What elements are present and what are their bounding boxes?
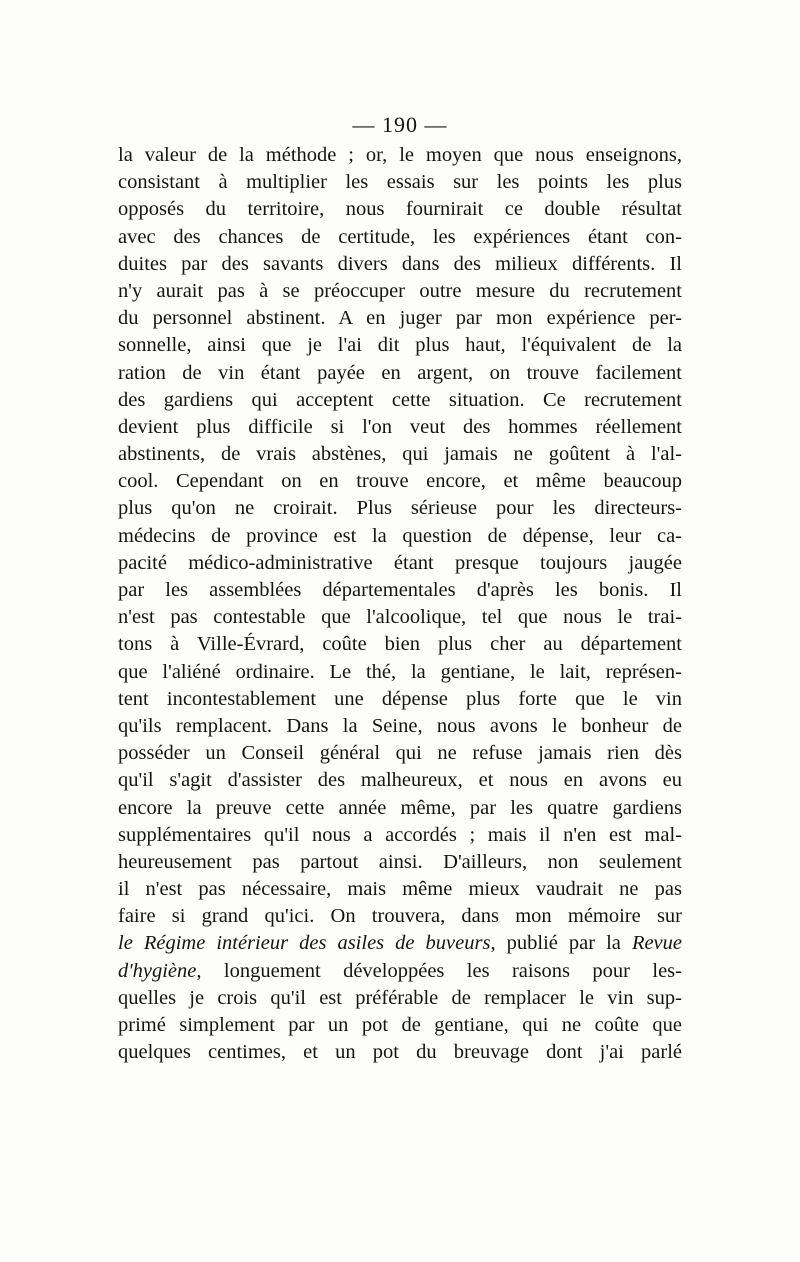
text-line: faire si grand qu'ici. On trouvera, dans mon mémoire sur [118,905,682,928]
text-line: qu'ils remplacent. Dans la Seine, nous avons le bonheur de [118,714,682,737]
text-line: plus qu'on ne croirait. Plus sérieuse pour les directeurs- [118,497,682,520]
text-line: supplémentaires qu'il nous a accordés ; mais il n'en est mal- [118,823,682,846]
text-line: duites par des savants divers dans des milieux différents. Il [118,252,682,275]
text-run: , publié par la [490,932,632,955]
text-run: , longuement développées les raisons pour les- [196,959,682,982]
text-line: opposés du territoire, nous fournirait ce double résultat [118,198,682,221]
text-line: par les assemblées départementales d'après les bonis. Il [118,579,682,601]
text-line: médecins de province est la question de dépense, leur ca- [118,524,682,547]
journal-title: Revue [631,932,683,955]
text-line: tent incontestablement une dépense plus forte que le vin [118,687,682,710]
text-line: quelques centimes, et un pot du breuvage dont j'ai parlé [118,1041,682,1064]
text-line: consistant à multiplier les essais sur les points les plus [118,171,682,194]
text-line: ration de vin étant payée en argent, on trouve facilement [118,361,682,384]
page-number: — 190 — [352,112,448,137]
text-line: il n'est pas nécessaire, mais même mieux vaudrait ne pas [118,878,682,901]
text-line: quelles je crois qu'il est préférable de remplacer le vin sup- [118,986,682,1009]
text-line: n'y aurait pas à se préoccuper outre mesure du recrutement [118,279,682,302]
text-line: sonnelle, ainsi que je l'ai dit plus haut, l'équivalent de la [118,334,682,357]
text-line: du personnel abstinent. A en juger par mon expérience per- [118,307,682,330]
text-line: abstinents, de vrais abstènes, qui jamais ne goûtent à l'al- [118,443,682,466]
text-line: des gardiens qui acceptent cette situation. Ce recrutement [118,388,682,411]
text-line-with-title [118,930,682,957]
text-line: que l'aliéné ordinaire. Le thé, la gentiane, le lait, représen- [118,660,682,683]
text-line: pacité médico-administrative étant presque toujours jaugée [118,551,682,574]
text-line-with-title [118,958,682,985]
text-line: devient plus difficile si l'on veut des hommes réellement [118,415,682,438]
text-line: la valeur de la méthode ; or, le moyen que nous enseignons, [118,144,682,166]
body-text [118,142,682,1066]
text-line: primé simplement par un pot de gentiane, qui ne coûte que [118,1014,682,1036]
text-line: tons à Ville-Évrard, coûte bien plus cher au département [118,633,682,656]
journal-title-cont: d'hygiène [118,959,197,982]
text-line: encore la preuve cette année même, par les quatre gardiens [118,796,682,819]
text-line: qu'il s'agit d'assister des malheureux, et nous en avons eu [118,769,682,792]
text-line: heureusement pas partout ainsi. D'ailleurs, non seulement [118,850,682,873]
text-line: posséder un Conseil général qui ne refuse jamais rien dès [118,742,682,765]
book-title: le Régime intérieur des asiles de buveurs [118,932,491,955]
text-line: n'est pas contestable que l'alcoolique, tel que nous le trai- [118,606,682,629]
text-line: cool. Cependant on en trouve encore, et même beaucoup [118,470,682,493]
text-line: avec des chances de certitude, les expériences étant con- [118,225,682,248]
